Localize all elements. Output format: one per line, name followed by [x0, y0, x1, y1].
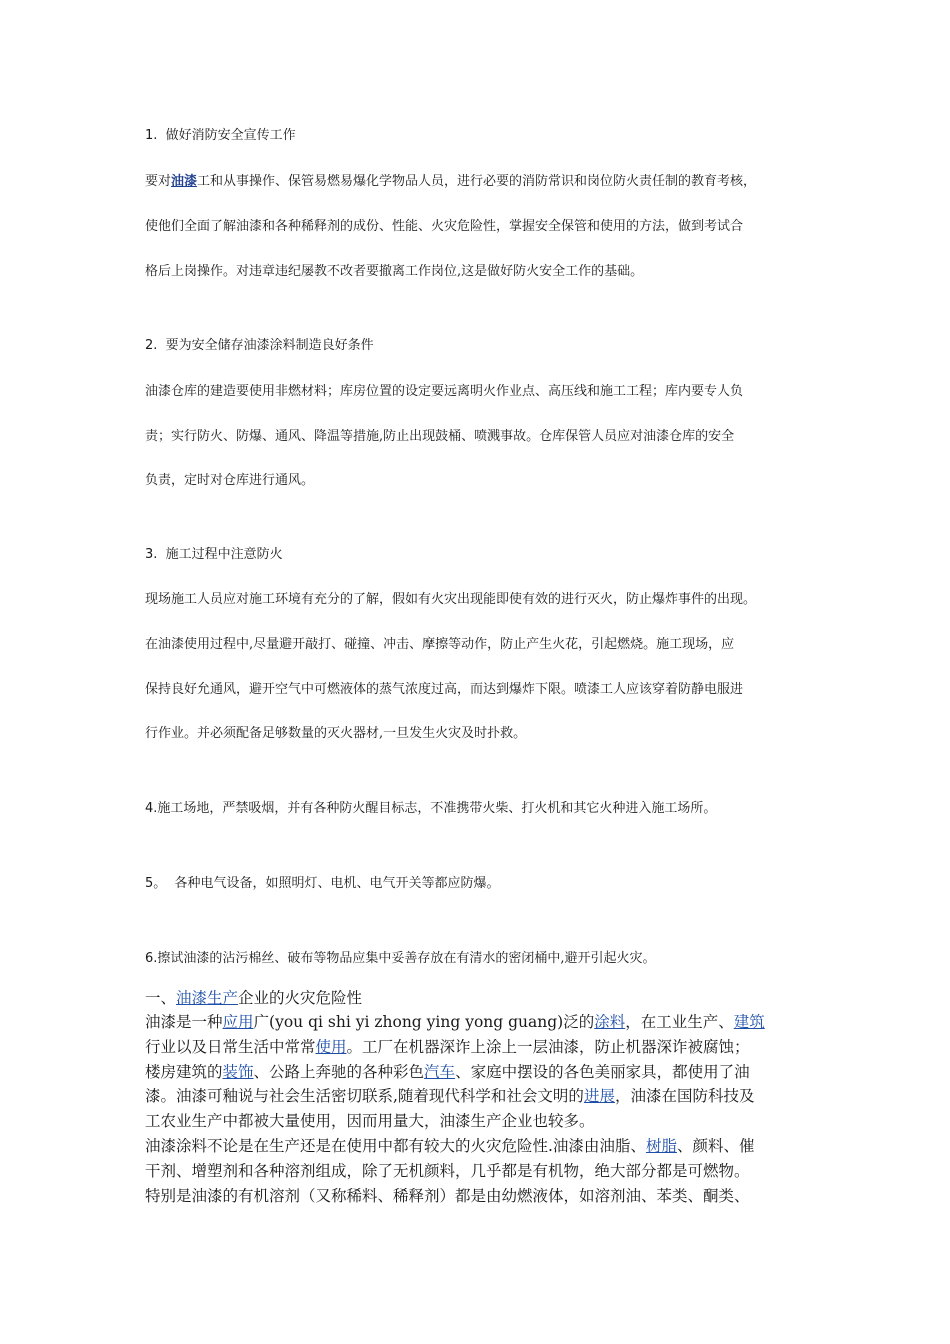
link-zhuangshi[interactable]: 装饰: [222, 1063, 254, 1081]
link-youqi-shengchan[interactable]: 油漆生产: [176, 989, 239, 1007]
item-5-number: 5。: [145, 876, 167, 891]
item-5: [145, 875, 500, 893]
article-title: [145, 987, 362, 1009]
text-run: ，油漆在国防科技及: [614, 1087, 755, 1105]
link-jinzhan[interactable]: 进展: [583, 1087, 615, 1105]
section-2-line-3: 负责，定时对仓库进行通风。: [145, 473, 315, 488]
text-run: 漆。油漆可釉说与社会生活密切联系,随着现代科学和社会文明的: [145, 1087, 584, 1105]
link-tuliao[interactable]: 涂料: [594, 1013, 626, 1031]
section-1-line-1: [145, 173, 756, 191]
article-p1-line-4: [145, 1085, 754, 1107]
article-p2-line-2: 干剂、增塑剂和各种溶剂组成，除了无机颜料，几乎都是有机物，绝大部分都是可燃物。: [145, 1162, 750, 1180]
link-shuzhi[interactable]: 树脂: [645, 1137, 677, 1155]
link-qiche[interactable]: 汽车: [424, 1063, 456, 1081]
section-1-line-2: 使他们全面了解油漆和各种稀释剂的成份、性能、火灾危险性，掌握安全保管和使用的方法，做到考试合: [145, 219, 744, 234]
item-4-text: 施工场地，严禁吸烟，并有各种防火醒目标志，不准携带火柴、打火机和其它火种进入施工场所。: [157, 801, 717, 816]
text-run: 企业的火灾危险性: [238, 989, 363, 1007]
section-2-number: 2.: [145, 338, 158, 353]
section-1-line-3: 格后上岗操作。对违章违纪屡教不改者要撤离工作岗位,这是做好防火安全工作的基础。: [145, 264, 644, 279]
section-3-number: 3.: [145, 547, 158, 562]
article-p1-line-3: [145, 1061, 750, 1083]
item-6-text: 擦试油漆的沾污棉丝、破布等物品应集中妥善存放在有清水的密闭桶中,避开引起火灾。: [157, 951, 656, 966]
section-3-line-3: 保持良好允通风，避开空气中可燃液体的蒸气浓度过高，而达到爆炸下限。喷漆工人应该穿着防静电服进: [145, 682, 744, 697]
item-6: [145, 950, 656, 968]
text-run: 油漆涂料不论是在生产还是在使用中都有较大的火灾危险性.油漆由油脂、: [145, 1137, 646, 1155]
article-p2-line-1: [145, 1135, 754, 1157]
section-3-line-4: 行作业。并必须配备足够数量的灭火器材,一旦发生火灾及时扑救。: [145, 726, 527, 741]
text-run: ，在工业生产、: [625, 1013, 734, 1031]
text-run: 、公路上奔驰的各种彩色: [253, 1063, 425, 1081]
section-1-number: 1.: [145, 128, 158, 143]
link-jianzhu[interactable]: 建筑: [733, 1013, 765, 1031]
text-run: 楼房建筑的: [145, 1063, 223, 1081]
text-run: 油漆是一种: [145, 1013, 223, 1031]
section-3-title: 施工过程中注意防火: [165, 547, 283, 562]
item-6-number: 6.: [145, 951, 158, 966]
text-run: 行业以及日常生活中常常: [145, 1038, 316, 1056]
article-p2-line-3: 特别是油漆的有机溶剂（又称稀料、稀释剂）都是由幼燃液体，如溶剂油、苯类、酮类、: [145, 1187, 750, 1205]
item-4-number: 4.: [145, 801, 158, 816]
section-2-line-2: 责；实行防火、防爆、通风、降温等措施,防止出现鼓桶、喷溅事故。仓库保管人员应对油漆仓库的安全: [145, 429, 735, 444]
section-2-heading: [145, 337, 374, 355]
link-shiyong[interactable]: 使用: [315, 1038, 347, 1056]
text-run: 、颜料、催: [676, 1137, 755, 1155]
article-p1-line-2: [145, 1036, 750, 1058]
text-run: 要对: [145, 174, 172, 189]
section-3-line-2: 在油漆使用过程中,尽量避开敲打、碰撞、冲击、摩擦等动作，防止产生火花，引起燃烧。施工现场，应: [145, 637, 735, 652]
section-1-title: 做好消防安全宣传工作: [165, 128, 296, 143]
section-2-line-1: 油漆仓库的建造要使用非燃材料；库房位置的设定要远离明火作业点、高压线和施工工程；库内要专人负: [145, 384, 744, 399]
section-1-heading: [145, 127, 296, 145]
link-yingyong[interactable]: 应用: [222, 1013, 254, 1031]
item-5-text: 各种电气设备，如照明灯、电机、电气开关等都应防爆。: [174, 876, 500, 891]
article-p1-line-5: 工农业生产中都被大量使用，因而用量大，油漆生产企业也较多。: [145, 1112, 595, 1130]
text-run: 工和从事操作、保管易燃易爆化学物品人员，进行必要的消防常识和岗位防火责任制的教育考核，: [197, 174, 757, 189]
link-youqi[interactable]: 油漆: [171, 174, 198, 189]
text-run: 一、: [145, 989, 177, 1007]
section-3-heading: [145, 546, 283, 564]
text-run: 、家庭中摆设的各色美丽家具，都使用了油: [455, 1063, 750, 1081]
article-p1-line-1: [145, 1011, 765, 1033]
text-run: 广(you qi shi yi zhong ying yong guang)泛的: [253, 1013, 595, 1031]
text-run: 。工厂在机器深诈上涂上一层油漆，防止机器深诈被腐蚀；: [346, 1038, 750, 1056]
item-4: [145, 800, 716, 818]
section-2-title: 要为安全储存油漆涂料制造良好条件: [165, 338, 374, 353]
section-3-line-1: 现场施工人员应对施工环境有充分的了解，假如有火灾出现能即使有效的进行灭火，防止爆炸事件的出现。: [145, 592, 757, 607]
